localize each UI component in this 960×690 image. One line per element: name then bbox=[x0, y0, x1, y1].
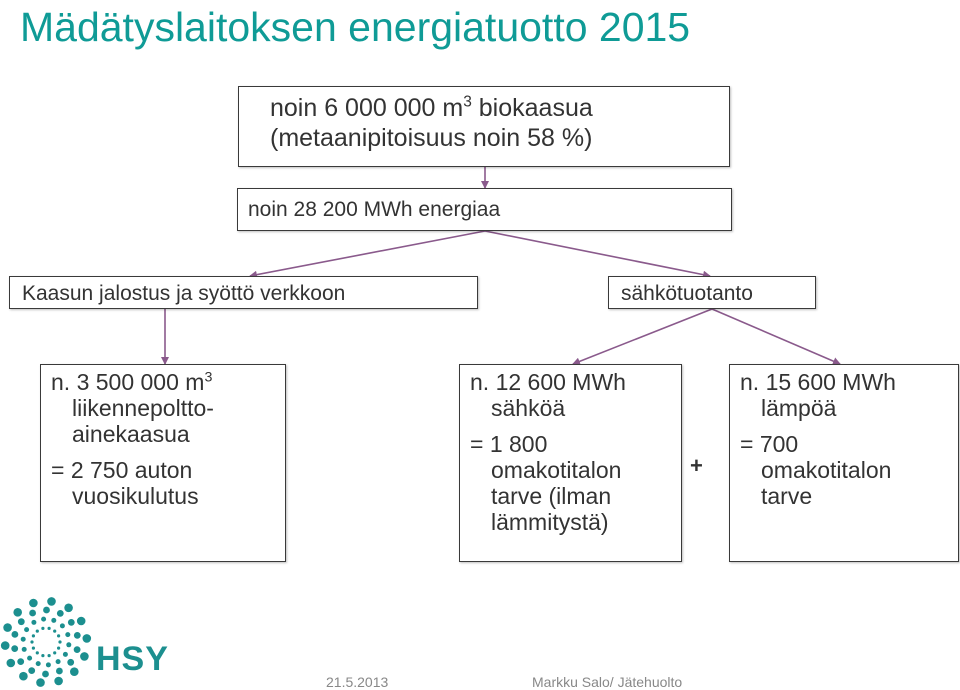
logo-dot bbox=[46, 662, 51, 667]
heat-equivalent: = 700 bbox=[740, 431, 799, 457]
logo-dot bbox=[13, 608, 22, 617]
hsy-logo-icon bbox=[0, 596, 92, 688]
logo-dot bbox=[70, 667, 79, 676]
logo-dot bbox=[12, 631, 19, 638]
logo-dot bbox=[48, 627, 51, 630]
electricity-equivalent-line2: omakotitalon bbox=[491, 457, 622, 483]
logo-dot bbox=[77, 617, 86, 626]
biogas-box bbox=[238, 86, 730, 167]
logo-dot bbox=[1, 641, 10, 650]
logo-dot bbox=[41, 617, 46, 622]
logo-dot bbox=[24, 627, 29, 632]
logo-dot bbox=[28, 667, 35, 674]
logo-dot bbox=[83, 634, 92, 643]
logo-dot bbox=[11, 645, 18, 652]
logo-dot bbox=[17, 658, 24, 665]
logo-dot bbox=[56, 668, 63, 675]
page-title: Mädätyslaitoksen energiatuotto 2015 bbox=[20, 4, 691, 50]
logo-dot bbox=[74, 646, 81, 653]
logo-dot bbox=[36, 651, 39, 654]
logo-dot bbox=[36, 661, 41, 666]
fuel-type-line2: ainekaasua bbox=[72, 421, 190, 447]
logo-dot bbox=[57, 610, 64, 617]
logo-dot bbox=[58, 640, 61, 643]
logo-dot bbox=[19, 672, 28, 681]
electricity-production-box bbox=[608, 276, 816, 309]
logo-dot bbox=[29, 610, 36, 617]
logo-dot bbox=[30, 640, 33, 643]
arrow-production-to-heat bbox=[712, 309, 840, 364]
fuel-volume: n. 3 500 000 $m^3$ bbox=[51, 369, 213, 395]
arrow-energy-to-upgrading bbox=[250, 231, 485, 276]
logo-dot bbox=[66, 642, 71, 647]
hsy-logo-text: HSY bbox=[96, 640, 169, 678]
footer-date: 21.5.2013 bbox=[326, 674, 389, 690]
logo-dot bbox=[41, 627, 44, 630]
logo-dot bbox=[80, 652, 89, 661]
logo-dot bbox=[56, 659, 61, 664]
electricity-equivalent-line3: tarve (ilman bbox=[491, 483, 612, 509]
logo-dot bbox=[68, 619, 75, 626]
logo-dot bbox=[53, 630, 56, 633]
electricity-unit: sähköä bbox=[491, 395, 566, 421]
electricity-box bbox=[459, 364, 682, 562]
logo-dot bbox=[51, 618, 56, 623]
logo-dot bbox=[18, 618, 25, 625]
heat-box bbox=[729, 364, 959, 562]
energy-total: noin 28 200 MWh energiaa bbox=[248, 198, 501, 221]
electricity-equivalent-line4: lämmitystä) bbox=[491, 509, 609, 535]
logo-dot bbox=[29, 599, 38, 608]
heat-equivalent-line2: omakotitalon bbox=[761, 457, 892, 483]
logo-dot bbox=[31, 620, 36, 625]
footer-author: Markku Salo/ Jätehuolto bbox=[532, 674, 683, 690]
logo-dot bbox=[47, 597, 56, 606]
logo-dot bbox=[27, 656, 32, 661]
logo-dot bbox=[22, 647, 27, 652]
fuel-equivalent-line2: vuosikulutus bbox=[72, 483, 199, 509]
logo-dot bbox=[43, 607, 50, 614]
upgrading-box bbox=[9, 276, 478, 309]
logo-dot bbox=[32, 634, 35, 637]
logo-dot bbox=[32, 647, 35, 650]
logo-dot bbox=[42, 671, 49, 678]
logo-dot bbox=[60, 623, 65, 628]
arrow-energy-to-electricity-production bbox=[485, 231, 710, 276]
logo-dot bbox=[63, 652, 68, 657]
logo-dot bbox=[7, 659, 16, 668]
heat-equivalent-line3: tarve bbox=[761, 483, 813, 509]
logo-dot bbox=[67, 659, 74, 666]
logo-dot bbox=[48, 654, 51, 657]
energy-box bbox=[237, 188, 732, 231]
electricity-equivalent: = 1 800 bbox=[470, 431, 548, 457]
logo-dot bbox=[36, 630, 39, 633]
electricity-production-label: sähkötuotanto bbox=[621, 282, 753, 305]
heat-unit: lämpöä bbox=[761, 395, 837, 421]
plus-sign: + bbox=[690, 453, 703, 478]
logo-dot bbox=[57, 647, 60, 650]
logo-dot bbox=[21, 637, 26, 642]
fuel-type-line1: liikennepoltto- bbox=[72, 395, 214, 421]
heat-amount: n. 15 600 MWh bbox=[740, 369, 896, 395]
logo-dot bbox=[65, 632, 70, 637]
logo-dot bbox=[53, 651, 56, 654]
logo-dot bbox=[57, 634, 60, 637]
biogas-volume: noin 6 000 000 $m^3$ biokaasua bbox=[270, 93, 593, 122]
electricity-amount: n. 12 600 MWh bbox=[470, 369, 626, 395]
logo-dot bbox=[36, 678, 45, 687]
arrow-production-to-electricity bbox=[573, 309, 712, 364]
logo-dot bbox=[41, 654, 44, 657]
biogas-methane: (metaanipitoisuus noin 58 %) bbox=[270, 124, 593, 152]
upgrading-label: Kaasun jalostus ja syöttö verkkoon bbox=[22, 282, 346, 305]
logo-dot bbox=[64, 604, 73, 613]
fuel-equivalent: = 2 750 auton bbox=[51, 457, 193, 483]
logo-dot bbox=[54, 677, 63, 686]
logo-dot bbox=[3, 623, 12, 632]
fuel-box bbox=[40, 364, 286, 562]
logo-dot bbox=[74, 632, 81, 639]
